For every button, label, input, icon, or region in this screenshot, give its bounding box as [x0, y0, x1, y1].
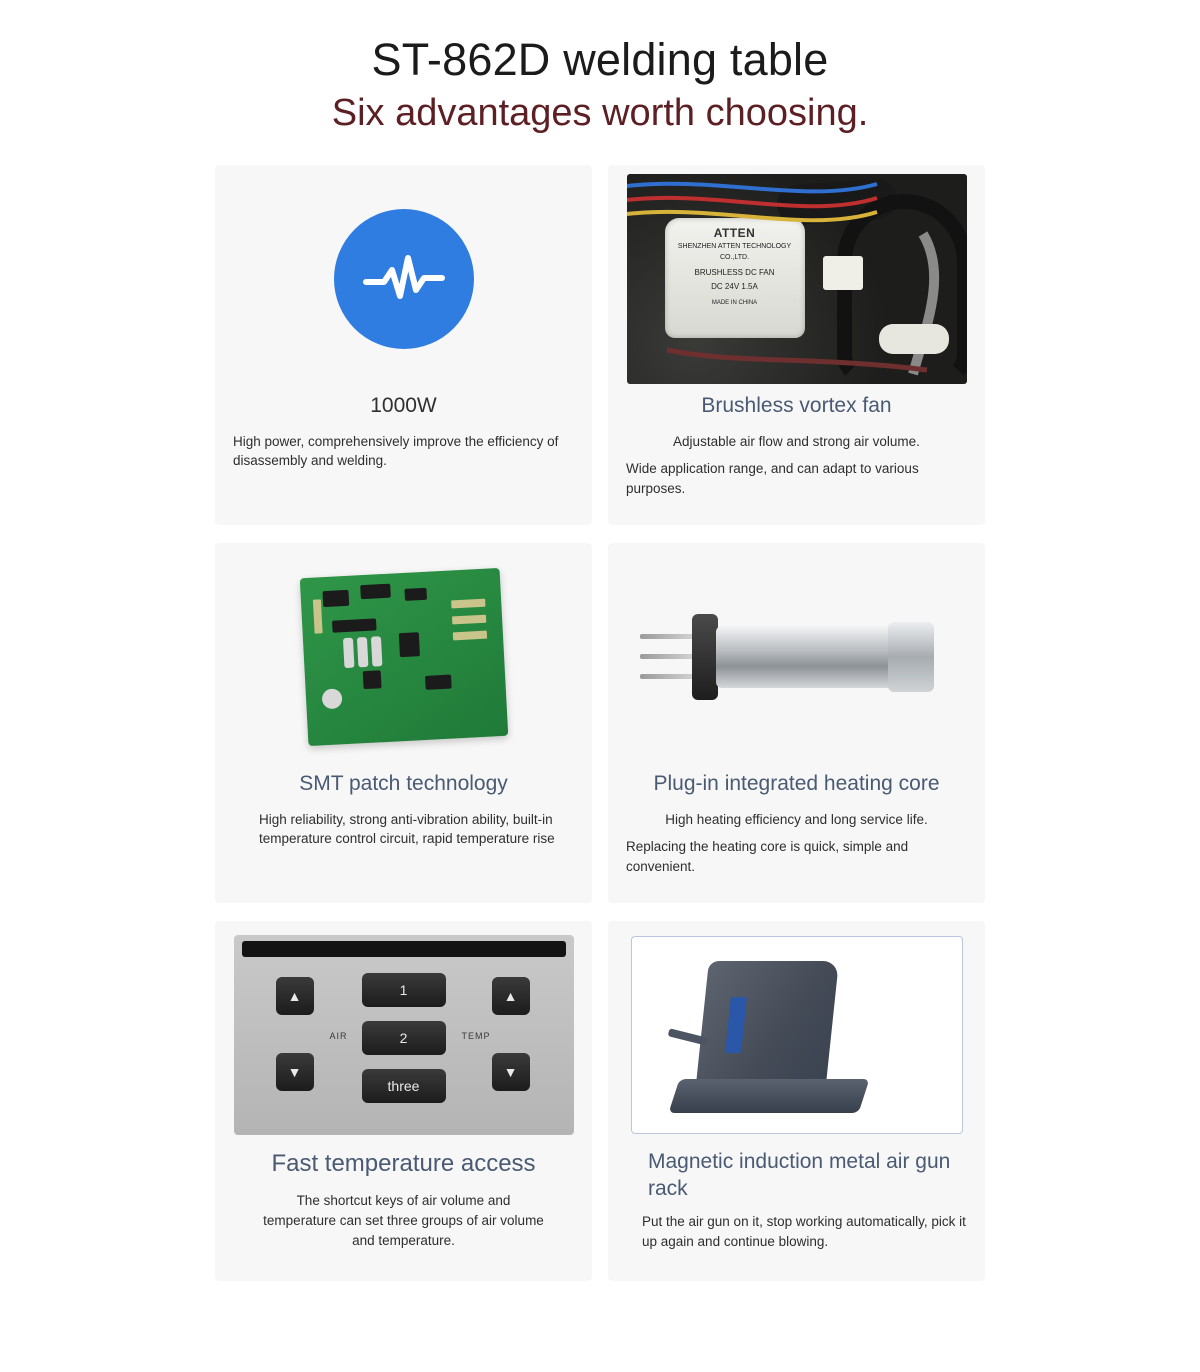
card-caption: Plug-in integrated heating core: [653, 772, 940, 796]
feature-card-heating-core: [608, 543, 985, 903]
heating-core-photo: [632, 592, 962, 722]
preset-key-2[interactable]: 2: [362, 1021, 446, 1055]
fan-origin-label: MADE IN CHINA: [711, 300, 758, 307]
fan-photo: [627, 174, 967, 384]
core-ring: [888, 622, 934, 692]
feature-card-fan: [608, 165, 985, 525]
air-up-key[interactable]: ▲: [276, 977, 314, 1015]
card-body: Put the air gun on it, stop working automatically, pick it up again and continue blowing.: [642, 1213, 966, 1249]
card-body: High reliability, strong anti-vibration ability, built-in temperature control circuit, rapid temperature rise: [259, 811, 555, 847]
card-caption: 1000W: [370, 394, 437, 418]
page-title: ST-862D welding table: [371, 34, 829, 85]
fan-brand-label: ATTEN: [713, 226, 756, 241]
card-body-line-2: Wide application range, and can adapt to various purposes.: [626, 461, 919, 496]
card-media: [215, 921, 592, 1149]
rack-body: [695, 961, 839, 1093]
card-body-line-1: Adjustable air flow and strong air volume.: [673, 433, 920, 449]
core-flange: [692, 614, 718, 700]
page-subtitle: Six advantages worth choosing.: [331, 91, 869, 134]
preset-key-3[interactable]: three: [362, 1069, 446, 1103]
air-label: AIR: [329, 1031, 348, 1042]
gun-rack-photo: [631, 936, 963, 1134]
power-pulse-icon: [334, 209, 474, 349]
card-body: High power, comprehensively improve the efficiency of disassembly and welding.: [233, 433, 559, 469]
air-down-key[interactable]: ▼: [276, 1053, 314, 1091]
feature-card-keypad: [215, 921, 592, 1281]
display-strip: [242, 941, 566, 957]
card-caption: Brushless vortex fan: [701, 394, 892, 418]
feature-grid: [215, 165, 985, 1281]
card-media: [608, 165, 985, 393]
wires-graphic: [627, 174, 967, 384]
temp-up-key[interactable]: ▲: [492, 977, 530, 1015]
temp-label: TEMP: [461, 1031, 491, 1042]
card-caption: Magnetic induction metal air gun rack: [648, 1150, 951, 1200]
fan-rating-label: DC 24V 1.5A: [711, 282, 758, 292]
keypad-photo: [234, 935, 574, 1135]
card-body: The shortcut keys of air volume and temperature can set three groups of air volume and temperature.: [263, 1193, 544, 1248]
card-caption: Fast temperature access: [271, 1150, 536, 1178]
card-body-line-1: High heating efficiency and long service life.: [665, 811, 928, 827]
feature-card-smt: [215, 543, 592, 903]
page-header: [0, 0, 1200, 135]
card-media: [608, 543, 985, 771]
card-media: [215, 165, 592, 393]
card-body-line-2: Replacing the heating core is quick, simple and convenient.: [626, 839, 909, 874]
card-caption: SMT patch technology: [299, 772, 508, 796]
temp-down-key[interactable]: ▼: [492, 1053, 530, 1091]
preset-key-1[interactable]: 1: [362, 973, 446, 1007]
fan-company-label: SHENZHEN ATTEN TECHNOLOGY CO.,LTD.: [677, 243, 792, 261]
rack-base: [668, 1079, 869, 1113]
fan-type-label: BRUSHLESS DC FAN: [694, 268, 775, 278]
feature-card-gun-rack: [608, 921, 985, 1281]
card-media: [608, 921, 985, 1149]
pcb-photo: [299, 568, 508, 746]
card-media: [215, 543, 592, 771]
feature-card-power: [215, 165, 592, 525]
